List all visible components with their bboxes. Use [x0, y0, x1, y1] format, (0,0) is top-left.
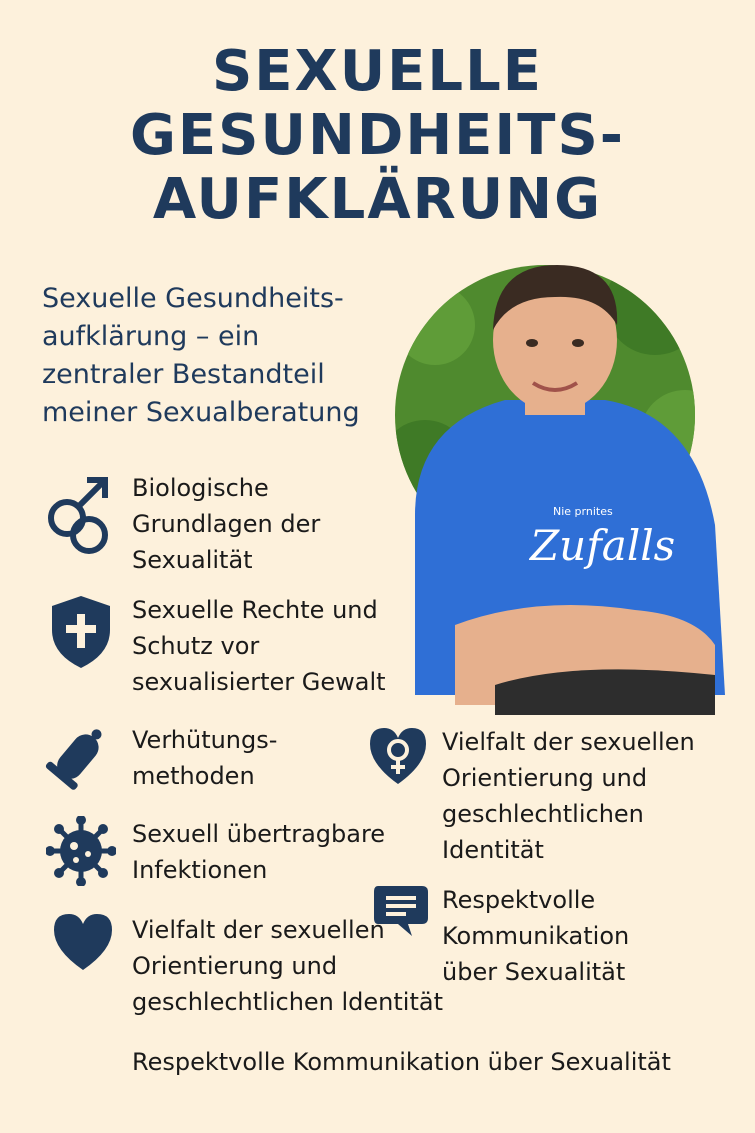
topic-line: Sexuell übertragbare	[132, 820, 386, 848]
topic-line: geschlechtlichen	[442, 800, 644, 828]
topic-label	[132, 470, 320, 578]
title-line: AUFKLÄRUNG	[152, 167, 603, 232]
topic-line: Identität	[442, 836, 544, 864]
topic-diversity-right	[366, 724, 695, 868]
topic-line: sexualisierter Gewalt	[132, 668, 386, 696]
shirt-small-text: Nie prnites	[553, 505, 613, 518]
heart-icon	[52, 912, 114, 974]
topic-label	[442, 882, 629, 990]
topic-line: Vielfalt der sexuellen	[132, 916, 385, 944]
topic-sti	[46, 816, 385, 888]
subtitle	[42, 280, 402, 432]
topic-diversity-left	[52, 912, 443, 1020]
topic-line: Respektvolle	[442, 886, 596, 914]
gender-symbols-icon	[45, 470, 115, 560]
topic-rights	[48, 592, 386, 700]
topic-line: Grundlagen der	[132, 510, 321, 538]
condom-icon	[42, 722, 114, 794]
topic-contraception	[42, 722, 277, 794]
heart-female-icon	[366, 724, 430, 790]
topic-label	[132, 592, 386, 700]
topic-line: Infektionen	[132, 856, 268, 884]
topic-label	[132, 816, 385, 888]
topic-line: Sexualität	[132, 546, 253, 574]
subtitle-line: zentraler Bestandteil	[42, 359, 325, 390]
topic-label	[132, 912, 443, 1020]
topic-label	[442, 724, 695, 868]
page-title	[0, 40, 755, 232]
portrait-photo	[395, 265, 735, 715]
topic-line: Kommunikation	[442, 922, 630, 950]
title-line: GESUNDHEITS-	[129, 103, 626, 168]
topic-line: über Sexualität	[442, 958, 626, 986]
topic-line: Orientierung und	[442, 764, 648, 792]
topic-line: Verhütungs-	[132, 726, 278, 754]
footer-text: Respektvolle Kommunikation über Sexualität	[132, 1048, 671, 1076]
topic-label	[132, 722, 277, 794]
topic-line: Sexuelle Rechte und	[132, 596, 378, 624]
shirt-brand: Zufalls	[530, 521, 676, 570]
topic-line: methoden	[132, 762, 255, 790]
shield-cross-icon	[48, 592, 114, 672]
virus-icon	[46, 816, 116, 886]
subtitle-line: Sexuelle Gesundheits-	[42, 283, 344, 314]
title-line: SEXUELLE	[211, 39, 544, 104]
topic-line: Biologische	[132, 474, 269, 502]
topic-line: Vielfalt der sexuellen	[442, 728, 695, 756]
topic-biology	[45, 470, 320, 578]
subtitle-line: meiner Sexualberatung	[42, 397, 360, 428]
topic-line: Schutz vor	[132, 632, 260, 660]
topic-line: Orientierung und	[132, 952, 338, 980]
subtitle-line: aufklärung – ein	[42, 321, 260, 352]
topic-line: geschlechtlichen ldentität	[132, 988, 443, 1016]
